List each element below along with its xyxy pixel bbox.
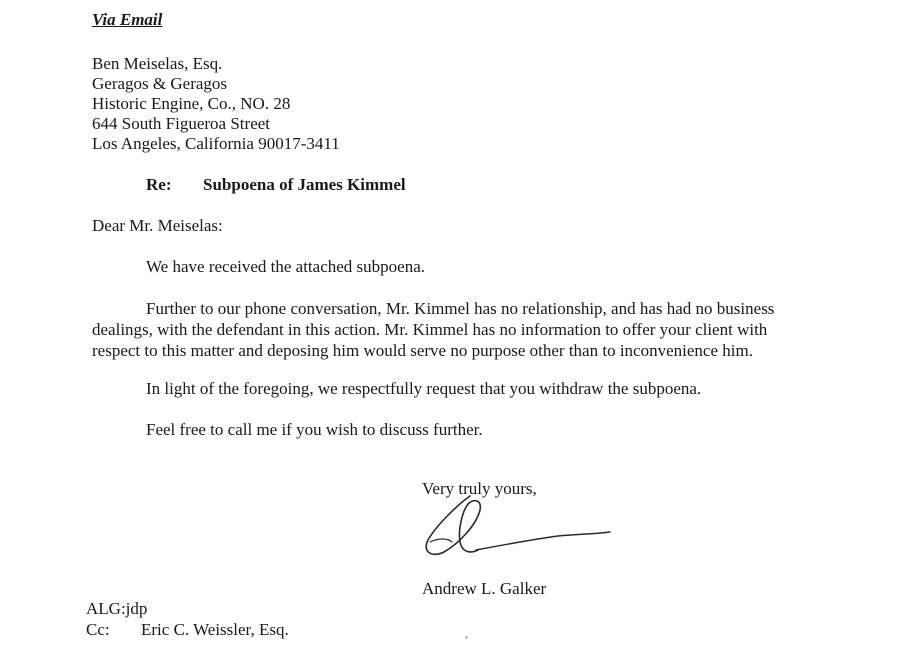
delivery-method: Via Email [92, 10, 163, 29]
salutation: Dear Mr. Meiselas: [92, 216, 223, 235]
paragraph-received: We have received the attached subpoena. [146, 257, 425, 276]
scan-speck [465, 636, 468, 639]
recipient-address [92, 54, 340, 154]
handwritten-signature [418, 492, 618, 562]
recipient-name: Ben Meiselas, Esq. [92, 54, 223, 73]
re-subject: Subpoena of James Kimmel [203, 175, 406, 194]
paragraph-relationship-line-3: respect to this matter and deposing him would serve no purpose other than to inconvenience him. [92, 341, 753, 360]
paragraph-request: In light of the foregoing, we respectfully request that you withdraw the subpoena. [146, 379, 702, 398]
typist-initials: ALG:jdp [86, 599, 148, 618]
signer-name: Andrew L. Galker [422, 579, 547, 598]
recipient-street: 644 South Figueroa Street [92, 114, 271, 133]
paragraph-relationship-line-2: dealings, with the defendant in this action. Mr. Kimmel has no information to offer your client with [92, 320, 768, 339]
cc-label: Cc: [86, 620, 110, 639]
closing: Very truly yours, [422, 479, 537, 498]
recipient-firm: Geragos & Geragos [92, 74, 228, 93]
cc-recipient: Eric C. Weissler, Esq. [141, 620, 289, 639]
re-label: Re: [146, 175, 172, 194]
paragraph-relationship-line-1: Further to our phone conversation, Mr. Kimmel has no relationship, and has had no business [146, 299, 775, 318]
recipient-building: Historic Engine, Co., NO. 28 [92, 94, 291, 113]
paragraph-contact: Feel free to call me if you wish to discuss further. [146, 420, 483, 439]
paragraph-relationship [92, 298, 812, 361]
recipient-city: Los Angeles, California 90017-3411 [92, 134, 340, 153]
